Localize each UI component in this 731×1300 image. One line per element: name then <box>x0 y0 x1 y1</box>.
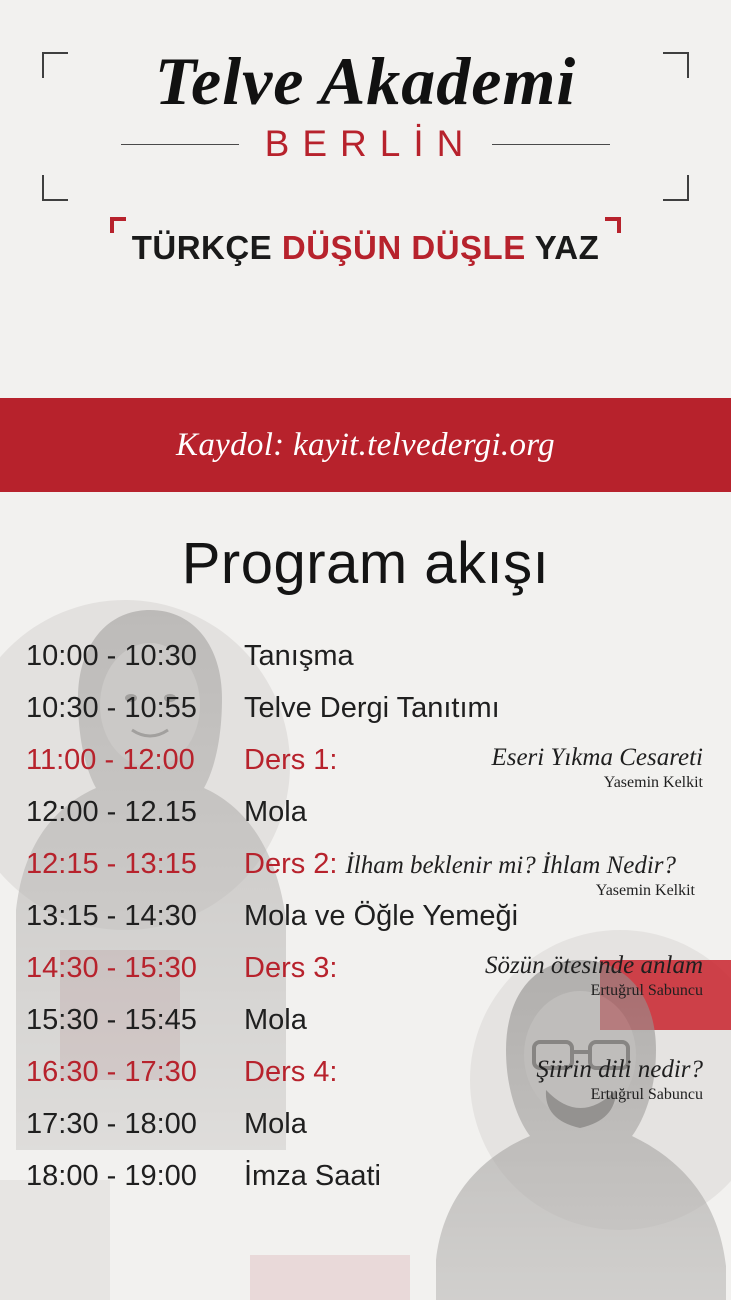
program-title: Program akışı <box>181 531 550 596</box>
schedule-topic-block <box>485 952 703 1000</box>
schedule-speaker: Ertuğrul Sabuncu <box>590 1086 703 1103</box>
schedule-label: Ders 4: <box>244 1056 338 1088</box>
schedule-label: İmza Saati <box>244 1160 381 1192</box>
registration-link-text[interactable]: Kaydol: kayit.telvedergi.org <box>176 426 555 463</box>
schedule-time: 14:30 - 15:30 <box>26 952 197 984</box>
schedule-time: 13:15 - 14:30 <box>26 900 197 932</box>
schedule-row <box>26 952 705 1004</box>
schedule-topic: Eseri Yıkma Cesareti <box>491 744 703 771</box>
tagline-part-3: YAZ <box>534 229 600 267</box>
schedule-row <box>26 1108 705 1160</box>
schedule-time: 11:00 - 12:00 <box>26 744 195 776</box>
bracket-bottom-left-icon <box>42 175 68 201</box>
schedule-topic: Sözün ötesinde anlam <box>484 952 703 979</box>
divider-left <box>121 144 239 145</box>
schedule-topic-block <box>491 744 703 792</box>
poster-header <box>0 0 731 273</box>
schedule-row <box>26 900 705 952</box>
bracket-bottom-right-icon <box>663 175 689 201</box>
brand-subtitle-row <box>121 123 611 165</box>
tagline-part-1: TÜRKÇE <box>131 229 282 267</box>
schedule-speaker: Yasemin Kelkit <box>595 882 695 899</box>
schedule-time: 10:00 - 10:30 <box>26 640 197 672</box>
schedule-row <box>26 744 705 796</box>
bracket-top-right-icon <box>663 52 689 78</box>
schedule-time: 12:00 - 12.15 <box>26 796 197 828</box>
schedule-topic: İlham beklenir mi? İhlam Nedir? <box>345 852 676 879</box>
tagline-part-2: DÜŞÜN DÜŞLE <box>281 229 535 267</box>
schedule-label: Tanışma <box>244 640 354 672</box>
schedule-row <box>26 640 705 692</box>
schedule-label: Ders 3: <box>244 952 338 984</box>
tagline-bracket-left-icon <box>110 217 126 233</box>
schedule-row <box>26 1004 705 1056</box>
tagline-block <box>110 223 622 273</box>
schedule-label: Ders 2: <box>244 848 338 880</box>
brand-subtitle: BERLİN <box>264 123 477 165</box>
schedule-label: Telve Dergi Tanıtımı <box>244 692 500 724</box>
schedule-topic-block <box>536 1056 703 1104</box>
bracket-top-left-icon <box>42 52 68 78</box>
schedule-speaker: Ertuğrul Sabuncu <box>590 982 703 999</box>
schedule-time: 12:15 - 13:15 <box>26 848 197 880</box>
decorative-square-bottom <box>250 1255 410 1300</box>
schedule-time: 16:30 - 17:30 <box>26 1056 197 1088</box>
schedule-time: 10:30 - 10:55 <box>26 692 197 724</box>
schedule-row <box>26 1160 705 1212</box>
tagline-bracket-right-icon <box>605 217 621 233</box>
program-schedule <box>0 640 731 1212</box>
schedule-topic: Şiirin dili nedir? <box>536 1056 703 1083</box>
tagline <box>132 229 600 267</box>
schedule-label: Mola ve Öğle Yemeği <box>244 900 519 932</box>
schedule-row <box>26 1056 705 1108</box>
brand-title: Telve Akademi <box>154 43 577 119</box>
schedule-row <box>26 692 705 744</box>
schedule-time: 17:30 - 18:00 <box>26 1108 197 1140</box>
schedule-time: 15:30 - 15:45 <box>26 1004 197 1036</box>
schedule-row <box>26 796 705 848</box>
schedule-label: Mola <box>244 796 307 828</box>
schedule-speaker: Yasemin Kelkit <box>603 774 703 791</box>
schedule-time: 18:00 - 19:00 <box>26 1160 197 1192</box>
schedule-row <box>26 848 705 900</box>
brand-block <box>103 43 629 165</box>
schedule-label: Mola <box>244 1004 307 1036</box>
divider-right <box>492 144 610 145</box>
schedule-label: Ders 1: <box>244 744 338 776</box>
schedule-label: Mola <box>244 1108 307 1140</box>
registration-banner[interactable] <box>0 398 731 492</box>
